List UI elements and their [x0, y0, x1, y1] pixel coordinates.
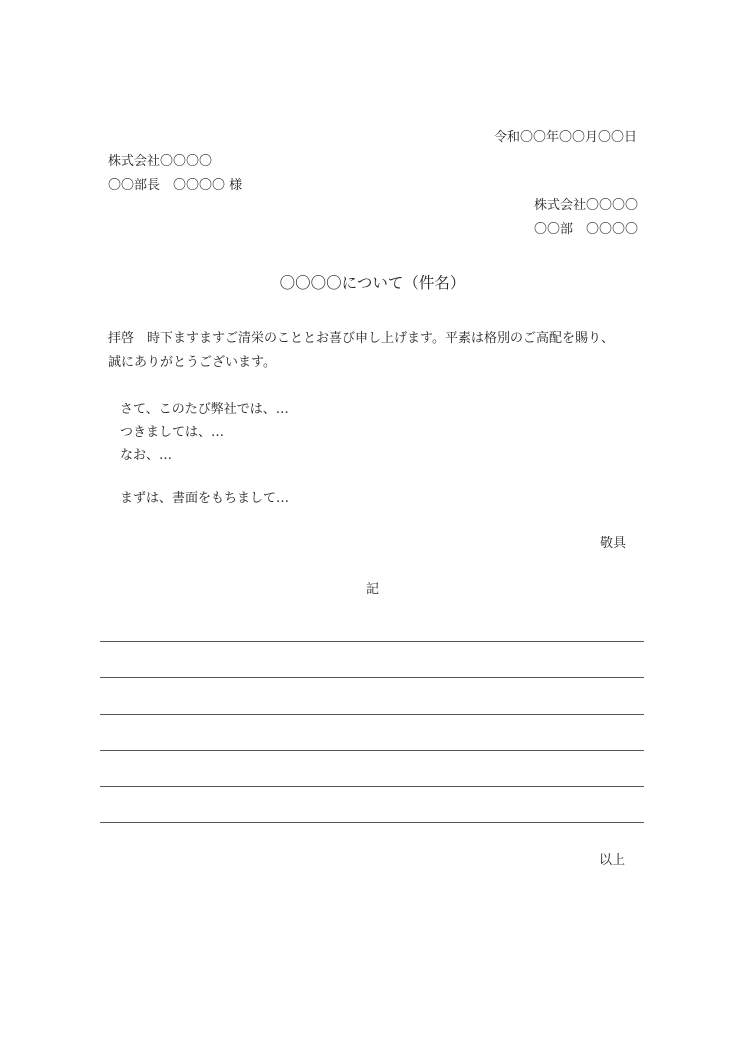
body-line-2: つきましては、… [120, 425, 225, 440]
body-line-3: なお、… [120, 448, 173, 463]
item-line [100, 641, 644, 642]
closing-keigu: 敬具 [599, 536, 626, 551]
greeting-line-2: 誠にありがとうございます。 [108, 355, 276, 370]
item-line [100, 786, 644, 787]
item-line [100, 714, 644, 715]
item-line [100, 750, 644, 751]
item-line [100, 822, 644, 823]
letter-date: 令和〇〇年〇〇月〇〇日 [493, 130, 637, 145]
recipient-company: 株式会社〇〇〇〇 [108, 154, 213, 169]
body-line-4: まずは、書面をもちまして… [120, 491, 290, 506]
sender-company: 株式会社〇〇〇〇 [533, 198, 638, 213]
sender-department: 〇〇部 〇〇〇〇 [533, 222, 638, 237]
body-line-1: さて、このたび弊社では、… [120, 402, 289, 417]
end-mark-ijo: 以上 [598, 853, 625, 868]
letter-subject: 〇〇〇〇について（件名） [279, 274, 466, 292]
greeting-line-1: 拝啓 時下ますますご清栄のこととお喜び申し上げます。平素は格別のご高配を賜り、 [108, 331, 614, 346]
ki-heading: 記 [365, 582, 379, 597]
item-line [100, 677, 644, 678]
recipient-person: 〇〇部長 〇〇〇〇 様 [108, 178, 243, 193]
